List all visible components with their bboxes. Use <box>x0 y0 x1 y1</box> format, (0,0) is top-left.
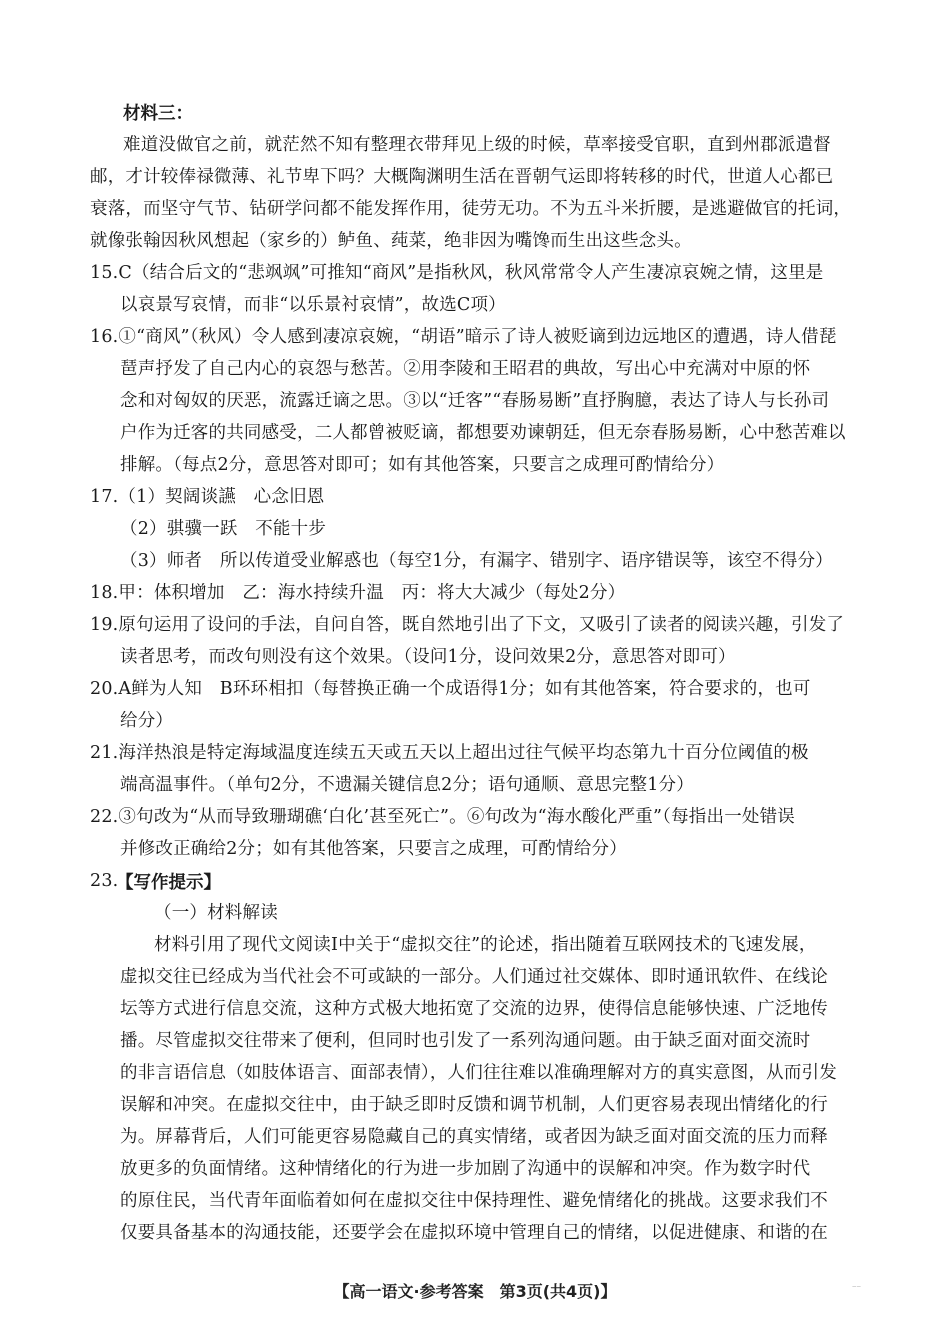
writing-tips-line: 误解和冲突。在虚拟交往中，由于缺乏即时反馈和调节机制，人们更容易表现出情绪化的行 <box>120 1095 828 1115</box>
answer-16-line: 排解。（每点2分，意思答对即可；如有其他答案，只要言之成理可酌情给分） <box>120 455 725 475</box>
answer-22-line: 22.③句改为“从而导致珊瑚礁‘白化’甚至死亡”。⑥句改为“海水酸化严重”（每指出一处错误 <box>90 807 795 827</box>
writing-tips-line: 的原住民，当代青年面临着如何在虚拟交往中保持理性、避免情绪化的挑战。这要求我们不 <box>120 1191 828 1211</box>
material-3-line: 衰落，而坚守气节、钻研学问都不能发挥作用，徒劳无功。不为五斗米折腰，是逃避做官的托词， <box>90 199 852 219</box>
corner-mark: –– <box>852 1282 861 1292</box>
answer-15-line: 以哀景写哀情，而非“以乐景衬哀情”，故选C项） <box>120 295 506 315</box>
answer-16-line: 念和对匈奴的厌恶，流露迁谪之思。③以“迁客”“春肠易断”直抒胸臆，表达了诗人与长孙司 <box>120 391 830 411</box>
writing-tips-line: 坛等方式进行信息交流，这种方式极大地拓宽了交流的边界，使得信息能够快速、广泛地传 <box>120 999 828 1019</box>
writing-tips-line: 虚拟交往已经成为当代社会不可或缺的一部分。人们通过社交媒体、即时通讯软件、在线论 <box>120 967 828 987</box>
material-3-line: 难道没做官之前，就茫然不知有整理衣带拜见上级的时候，草率接受官职，直到州郡派遣督 <box>123 135 831 155</box>
material-3-heading: 材料三： <box>123 104 193 124</box>
answer-18-line: 18.甲：体积增加 乙：海水持续升温 丙：将大大减少（每处2分） <box>90 583 626 603</box>
answer-17-line: 17.（1）契阔谈讌 心念旧恩 <box>90 487 325 507</box>
material-3-line: 就像张翰因秋风想起（家乡的）鲈鱼、莼菜，绝非因为嘴馋而生出这些念头。 <box>90 231 692 251</box>
answer-23-number: 23. <box>90 871 119 891</box>
writing-tips-line: 为。屏幕背后，人们可能更容易隐藏自己的真实情绪，或者因为缺乏面对面交流的压力而释 <box>120 1127 828 1147</box>
page-footer: 【高一语文·参考答案 第3页(共4页)】 <box>333 1282 617 1301</box>
writing-tips-line: 材料引用了现代文阅读Ⅰ中关于“虚拟交往”的论述，指出随着互联网技术的飞速发展， <box>154 935 817 955</box>
answer-20-line: 给分） <box>120 711 174 731</box>
writing-tips-line: 播。尽管虚拟交往带来了便利，但同时也引发了一系列沟通问题。由于缺乏面对面交流时 <box>120 1031 811 1051</box>
answer-16-line: 户作为迁客的共同感受，二人都曾被贬谪，都想要劝谏朝廷，但无奈春肠易断，心中愁苦难以 <box>120 423 846 443</box>
answer-21-line: 端高温事件。（单句2分，不遗漏关键信息2分；语句通顺、意思完整1分） <box>120 775 694 795</box>
answer-21-line: 21.海洋热浪是特定海域温度连续五天或五天以上超出过往气候平均态第九十百分位阈值的极 <box>90 743 809 763</box>
answer-17-line: （2）骐骥一跃 不能十步 <box>120 519 327 539</box>
answer-17-line: （3）师者 所以传道受业解惑也（每空1分，有漏字、错别字、语序错误等，该空不得分） <box>120 551 833 571</box>
writing-tips-line: 仅要具备基本的沟通技能，还要学会在虚拟环境中管理自己的情绪，以促进健康、和谐的在 <box>120 1223 828 1243</box>
answer-16-line: 琶声抒发了自己内心的哀怨与愁苦。②用李陵和王昭君的典故，写出心中充满对中原的怀 <box>120 359 811 379</box>
material-3-line: 邮，才计较俸禄微薄、礼节卑下吗？大概陶渊明生活在晋朝气运即将转移的时代，世道人心都已 <box>90 167 834 187</box>
writing-tips-line: 放更多的负面情绪。这种情绪化的行为进一步加剧了沟通中的误解和冲突。作为数字时代 <box>120 1159 811 1179</box>
answer-19-line: 19.原句运用了设问的手法，自问自答，既自然地引出了下文，又吸引了读者的阅读兴趣，引发了 <box>90 615 845 635</box>
answer-15-line: 15.C（结合后文的“悲飒飒”可推知“商风”是指秋风，秋风常常令人产生凄凉哀婉之情，这里是 <box>90 263 824 283</box>
writing-tips-line: 的非言语信息（如肢体语言、面部表情），人们往往难以准确理解对方的真实意图，从而引发 <box>120 1063 837 1083</box>
answer-22-line: 并修改正确给2分；如有其他答案，只要言之成理，可酌情给分） <box>120 839 627 859</box>
answer-19-line: 读者思考，而改句则没有这个效果。（设问1分，设问效果2分，意思答对即可） <box>120 647 736 667</box>
writing-tips-title: 【写作提示】 <box>116 873 221 893</box>
answer-20-line: 20.A鲜为人知 B环环相扣（每替换正确一个成语得1分；如有其他答案，符合要求的，也可 <box>90 679 811 699</box>
answer-16-line: 16.①“商风”（秋风）令人感到凄凉哀婉，“胡语”暗示了诗人被贬谪到边远地区的遭遇，诗人借琵 <box>90 327 837 347</box>
material-interpretation-subtitle: （一）材料解读 <box>154 903 278 923</box>
